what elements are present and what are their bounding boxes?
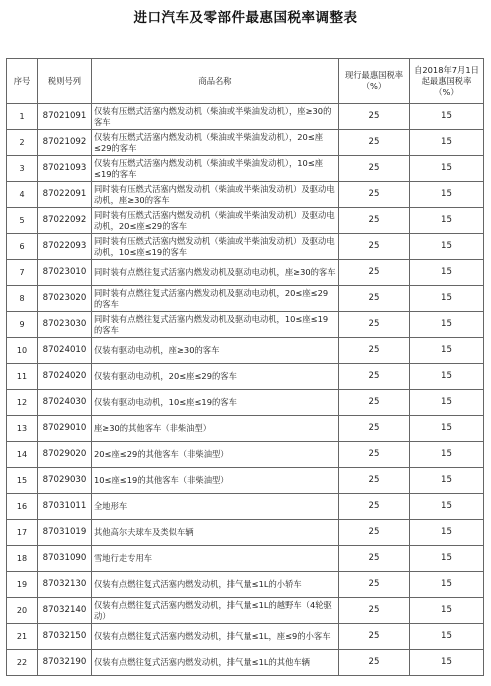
table-row bbox=[7, 390, 484, 416]
row-index-cell: 21 bbox=[7, 624, 38, 650]
current-rate-cell: 25 bbox=[339, 390, 410, 416]
row-index-cell: 7 bbox=[7, 260, 38, 286]
tariff-code-cell: 87021091 bbox=[38, 104, 92, 130]
product-name-cell: 仅装有压燃式活塞内燃发动机（柴油或半柴油发动机），10≤座≤19的客车 bbox=[92, 156, 339, 182]
table-row bbox=[7, 130, 484, 156]
document-title: 进口汽车及零部件最惠国税率调整表 bbox=[133, 10, 358, 26]
row-index-cell: 2 bbox=[7, 130, 38, 156]
row-index-cell: 19 bbox=[7, 572, 38, 598]
current-rate-cell: 25 bbox=[339, 208, 410, 234]
current-rate-cell: 25 bbox=[339, 572, 410, 598]
current-rate-cell: 25 bbox=[339, 624, 410, 650]
row-index-cell: 9 bbox=[7, 312, 38, 338]
product-name-cell: 仅装有压燃式活塞内燃发动机（柴油或半柴油发动机），20≤座≤29的客车 bbox=[92, 130, 339, 156]
new-rate-cell: 15 bbox=[410, 598, 484, 624]
table-row bbox=[7, 338, 484, 364]
product-name-cell: 雪地行走专用车 bbox=[92, 546, 339, 572]
product-name-cell: 仅装有驱动电动机，20≤座≤29的客车 bbox=[92, 364, 339, 390]
table-row bbox=[7, 286, 484, 312]
table-row bbox=[7, 234, 484, 260]
tariff-code-cell: 87032140 bbox=[38, 598, 92, 624]
new-rate-cell: 15 bbox=[410, 312, 484, 338]
table-row bbox=[7, 468, 484, 494]
header-name: 商品名称 bbox=[92, 59, 339, 104]
tariff-code-cell: 87023030 bbox=[38, 312, 92, 338]
row-index-cell: 16 bbox=[7, 494, 38, 520]
current-rate-cell: 25 bbox=[339, 546, 410, 572]
product-name-cell: 同时装有压燃式活塞内燃发动机（柴油或半柴油发动机）及驱动电动机，20≤座≤29的客车 bbox=[92, 208, 339, 234]
table-row bbox=[7, 312, 484, 338]
new-rate-cell: 15 bbox=[410, 416, 484, 442]
current-rate-cell: 25 bbox=[339, 130, 410, 156]
new-rate-cell: 15 bbox=[410, 572, 484, 598]
new-rate-cell: 15 bbox=[410, 520, 484, 546]
row-index-cell: 12 bbox=[7, 390, 38, 416]
header-code: 税则号列 bbox=[38, 59, 92, 104]
row-index-cell: 13 bbox=[7, 416, 38, 442]
tariff-code-cell: 87032150 bbox=[38, 624, 92, 650]
table-row bbox=[7, 520, 484, 546]
current-rate-cell: 25 bbox=[339, 156, 410, 182]
table-row bbox=[7, 182, 484, 208]
row-index-cell: 1 bbox=[7, 104, 38, 130]
row-index-cell: 6 bbox=[7, 234, 38, 260]
new-rate-cell: 15 bbox=[410, 364, 484, 390]
new-rate-cell: 15 bbox=[410, 208, 484, 234]
tariff-code-cell: 87024020 bbox=[38, 364, 92, 390]
table-row bbox=[7, 156, 484, 182]
current-rate-cell: 25 bbox=[339, 260, 410, 286]
new-rate-cell: 15 bbox=[410, 234, 484, 260]
table-header-row bbox=[7, 59, 484, 104]
table-row bbox=[7, 104, 484, 130]
table-row bbox=[7, 364, 484, 390]
current-rate-cell: 25 bbox=[339, 520, 410, 546]
product-name-cell: 仅装有点燃往复式活塞内燃发动机，排气量≤1L的越野车（4轮驱动） bbox=[92, 598, 339, 624]
tariff-code-cell: 87023010 bbox=[38, 260, 92, 286]
row-index-cell: 22 bbox=[7, 650, 38, 676]
tariff-code-cell: 87031090 bbox=[38, 546, 92, 572]
current-rate-cell: 25 bbox=[339, 494, 410, 520]
table-row bbox=[7, 416, 484, 442]
current-rate-cell: 25 bbox=[339, 364, 410, 390]
row-index-cell: 11 bbox=[7, 364, 38, 390]
tariff-code-cell: 87021093 bbox=[38, 156, 92, 182]
row-index-cell: 20 bbox=[7, 598, 38, 624]
product-name-cell: 座≥30的其他客车（非柴油型） bbox=[92, 416, 339, 442]
tariff-code-cell: 87024010 bbox=[38, 338, 92, 364]
current-rate-cell: 25 bbox=[339, 104, 410, 130]
tariff-code-cell: 87022092 bbox=[38, 208, 92, 234]
new-rate-cell: 15 bbox=[410, 442, 484, 468]
new-rate-cell: 15 bbox=[410, 260, 484, 286]
product-name-cell: 20≤座≤29的其他客车（非柴油型） bbox=[92, 442, 339, 468]
table-row bbox=[7, 598, 484, 624]
tariff-table bbox=[6, 58, 484, 676]
new-rate-cell: 15 bbox=[410, 390, 484, 416]
table-row bbox=[7, 260, 484, 286]
row-index-cell: 5 bbox=[7, 208, 38, 234]
new-rate-cell: 15 bbox=[410, 156, 484, 182]
new-rate-cell: 15 bbox=[410, 182, 484, 208]
header-new-rate: 自2018年7月1日起最惠国税率（%） bbox=[410, 59, 484, 104]
tariff-code-cell: 87032130 bbox=[38, 572, 92, 598]
header-current-rate: 现行最惠国税率（%） bbox=[339, 59, 410, 104]
product-name-cell: 同时装有点燃往复式活塞内燃发动机及驱动电动机，座≥30的客车 bbox=[92, 260, 339, 286]
product-name-cell: 10≤座≤19的其他客车（非柴油型） bbox=[92, 468, 339, 494]
tariff-code-cell: 87032190 bbox=[38, 650, 92, 676]
tariff-code-cell: 87022091 bbox=[38, 182, 92, 208]
current-rate-cell: 25 bbox=[339, 442, 410, 468]
tariff-code-cell: 87029030 bbox=[38, 468, 92, 494]
current-rate-cell: 25 bbox=[339, 182, 410, 208]
new-rate-cell: 15 bbox=[410, 624, 484, 650]
product-name-cell: 仅装有压燃式活塞内燃发动机（柴油或半柴油发动机），座≥30的客车 bbox=[92, 104, 339, 130]
product-name-cell: 同时装有点燃往复式活塞内燃发动机及驱动电动机，20≤座≤29的客车 bbox=[92, 286, 339, 312]
header-index: 序号 bbox=[7, 59, 38, 104]
product-name-cell: 仅装有驱动电动机，10≤座≤19的客车 bbox=[92, 390, 339, 416]
current-rate-cell: 25 bbox=[339, 234, 410, 260]
tariff-code-cell: 87022093 bbox=[38, 234, 92, 260]
table-body bbox=[7, 104, 484, 676]
product-name-cell: 全地形车 bbox=[92, 494, 339, 520]
product-name-cell: 仅装有点燃往复式活塞内燃发动机，排气量≤1L，座≤9的小客车 bbox=[92, 624, 339, 650]
new-rate-cell: 15 bbox=[410, 650, 484, 676]
table-row bbox=[7, 442, 484, 468]
current-rate-cell: 25 bbox=[339, 338, 410, 364]
row-index-cell: 18 bbox=[7, 546, 38, 572]
product-name-cell: 仅装有点燃往复式活塞内燃发动机，排气量≤1L的其他车辆 bbox=[92, 650, 339, 676]
current-rate-cell: 25 bbox=[339, 598, 410, 624]
new-rate-cell: 15 bbox=[410, 104, 484, 130]
current-rate-cell: 25 bbox=[339, 650, 410, 676]
current-rate-cell: 25 bbox=[339, 312, 410, 338]
tariff-code-cell: 87023020 bbox=[38, 286, 92, 312]
tariff-code-cell: 87029010 bbox=[38, 416, 92, 442]
new-rate-cell: 15 bbox=[410, 494, 484, 520]
row-index-cell: 8 bbox=[7, 286, 38, 312]
table-row bbox=[7, 650, 484, 676]
product-name-cell: 同时装有点燃往复式活塞内燃发动机及驱动电动机，10≤座≤19的客车 bbox=[92, 312, 339, 338]
table-row bbox=[7, 624, 484, 650]
product-name-cell: 同时装有压燃式活塞内燃发动机（柴油或半柴油发动机）及驱动电动机，座≥30的客车 bbox=[92, 182, 339, 208]
current-rate-cell: 25 bbox=[339, 468, 410, 494]
tariff-code-cell: 87021092 bbox=[38, 130, 92, 156]
tariff-code-cell: 87029020 bbox=[38, 442, 92, 468]
new-rate-cell: 15 bbox=[410, 546, 484, 572]
table-row bbox=[7, 572, 484, 598]
current-rate-cell: 25 bbox=[339, 286, 410, 312]
new-rate-cell: 15 bbox=[410, 286, 484, 312]
row-index-cell: 10 bbox=[7, 338, 38, 364]
product-name-cell: 其他高尔夫球车及类似车辆 bbox=[92, 520, 339, 546]
row-index-cell: 4 bbox=[7, 182, 38, 208]
new-rate-cell: 15 bbox=[410, 468, 484, 494]
row-index-cell: 15 bbox=[7, 468, 38, 494]
table-row bbox=[7, 546, 484, 572]
current-rate-cell: 25 bbox=[339, 416, 410, 442]
tariff-code-cell: 87031019 bbox=[38, 520, 92, 546]
row-index-cell: 17 bbox=[7, 520, 38, 546]
tariff-code-cell: 87031011 bbox=[38, 494, 92, 520]
tariff-code-cell: 87024030 bbox=[38, 390, 92, 416]
product-name-cell: 仅装有点燃往复式活塞内燃发动机，排气量≤1L的小轿车 bbox=[92, 572, 339, 598]
table-row bbox=[7, 494, 484, 520]
product-name-cell: 仅装有驱动电动机，座≥30的客车 bbox=[92, 338, 339, 364]
row-index-cell: 3 bbox=[7, 156, 38, 182]
row-index-cell: 14 bbox=[7, 442, 38, 468]
new-rate-cell: 15 bbox=[410, 130, 484, 156]
table-row bbox=[7, 208, 484, 234]
new-rate-cell: 15 bbox=[410, 338, 484, 364]
product-name-cell: 同时装有压燃式活塞内燃发动机（柴油或半柴油发动机）及驱动电动机，10≤座≤19的客车 bbox=[92, 234, 339, 260]
